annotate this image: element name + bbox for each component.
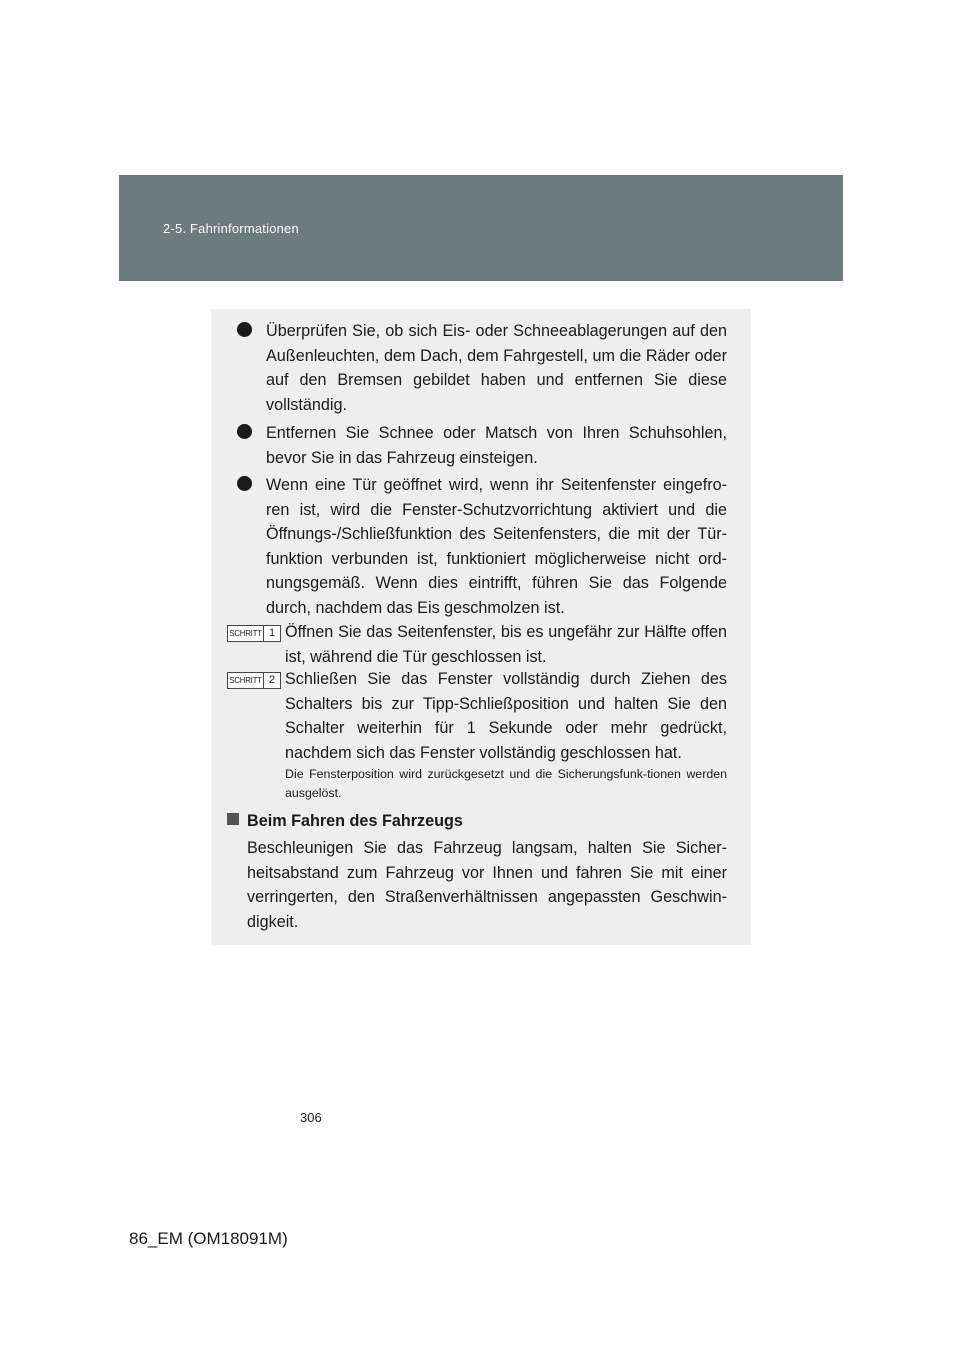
step-badge bbox=[227, 672, 281, 689]
step-badge-number: 1 bbox=[268, 627, 276, 639]
page-number: 306 bbox=[300, 1110, 322, 1125]
bullet-text: Entfernen Sie Schnee oder Matsch von Ihren Schuhsohlen, bevor Sie in das Fahrzeug einsteigen. bbox=[266, 424, 727, 467]
bullet-text: Überprüfen Sie, ob sich Eis- oder Schneeablagerungen auf den Außenleuchten, dem Dach, dem Fahrgestell, um die Räder oder auf den Bremsen gebildet haben und entfernen Sie diese vollständig. bbox=[266, 322, 727, 414]
step-badge bbox=[227, 625, 281, 642]
bullet-text: Wenn eine Tür geöffnet wird, wenn ihr Seitenfenster eingefro-ren ist, wird die Fenster-Schutzvorrichtung aktiviert und die Öffnungs-/Schließfunktion des Seitenfensters, die mit der Tür-funktion verbunden ist, funktioniert möglicherweise nicht ord-nungsgemäß. Wenn dies eintrifft, führen Sie das Folgende durch, nachdem das Eis geschmolzen ist. bbox=[266, 476, 727, 617]
step-badge-number: 2 bbox=[268, 674, 276, 686]
square-bullet-icon bbox=[227, 813, 239, 825]
subsection-heading bbox=[227, 809, 727, 833]
bullet-icon bbox=[237, 424, 252, 439]
bullet-icon bbox=[237, 476, 252, 491]
step-note: Die Fensterposition wird zurückgesetzt und die Sicherungsfunk-tionen werden ausgelöst. bbox=[285, 767, 727, 800]
step-badge-label: SCHRITT bbox=[228, 626, 264, 641]
bullet-icon bbox=[237, 322, 252, 337]
subsection-title: Beim Fahren des Fahrzeugs bbox=[247, 812, 463, 830]
section-title: 2-5. Fahrinformationen bbox=[163, 221, 299, 236]
step-text: Schließen Sie das Fenster vollständig durch Ziehen des Schalters bis zur Tipp-Schließposition und halten Sie den Schalter weiterhin für 1 Sekunde oder mehr gedrückt, nachdem sich das Fenster vollständig geschlossen hat. bbox=[285, 670, 727, 762]
info-box bbox=[211, 309, 751, 945]
header-band bbox=[119, 175, 843, 281]
step-item bbox=[227, 667, 727, 765]
step-item bbox=[227, 620, 727, 669]
document-code: 86_EM (OM18091M) bbox=[129, 1229, 288, 1248]
step-text: Öffnen Sie das Seitenfenster, bis es ungefähr zur Hälfte offen ist, während die Tür geschlossen ist. bbox=[285, 623, 727, 666]
bullet-item bbox=[237, 473, 727, 620]
subsection-body-wrap bbox=[247, 836, 727, 934]
subsection-body: Beschleunigen Sie das Fahrzeug langsam, halten Sie Sicher-heitsabstand zum Fahrzeug vor Ihnen und fahren Sie mit einer verringerten, den Straßenverhältnissen angepassten Geschwin-digkeit. bbox=[247, 839, 727, 931]
bullet-item bbox=[237, 319, 727, 417]
bullet-item bbox=[237, 421, 727, 470]
step-badge-label: SCHRITT bbox=[228, 673, 264, 688]
